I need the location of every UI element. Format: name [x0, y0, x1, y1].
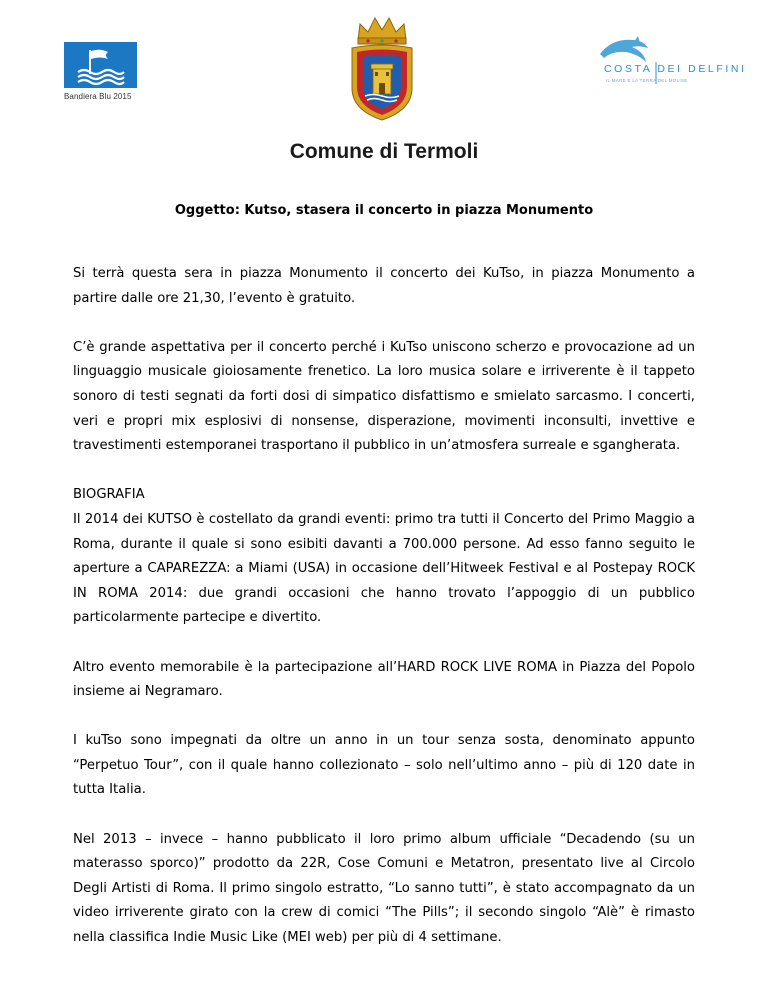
paragraph-tour: I kuTso sono impegnati da oltre un anno in un tour senza sosta, denominato appunto “Perpetuo Tour”, con il quale hanno collezionato – solo nell’ultimo anno – più di 120 date in tutta Italia. [73, 733, 695, 798]
costa-dei-delfini-logo [582, 36, 747, 96]
document-body [73, 262, 695, 951]
blue-flag-caption: Bandiera Blu 2015 [64, 92, 132, 101]
blue-flag-icon [64, 42, 137, 88]
paragraph-expectation: C’è grande aspettativa per il concerto perché i KuTso uniscono scherzo e provocazione ad un linguaggio musicale gioiosamente frenetico. La loro musica solare e irriverente è il tappeto sonoro di testi segnati da forti dosi di simpatico disfattismo e smielato sarcasmo. I concerti, veri e propri mix esplosivi di nonsense, disperazione, movimenti inconsulti, invettive e travestimenti estemporanei trasportano il pubblico in un’atmosfera surreale e sgangherata. [73, 339, 695, 454]
coast-logo-title: COSTA DEI DELFINI [604, 63, 747, 75]
subject-line: Oggetto: Kutso, stasera il concerto in piazza Monumento [174, 203, 594, 218]
blue-flag-logo [64, 42, 138, 101]
paragraph-hard-rock-live: Altro evento memorabile è la partecipazione all’HARD ROCK LIVE ROMA in Piazza del Popolo insieme ai Negramaro. [73, 659, 695, 700]
biography-heading: BIOGRAFIA [73, 487, 145, 503]
paragraph-event: Si terrà questa sera in piazza Monumento il concerto dei KuTso, in piazza Monumento a partire dalle ore 21,30, l’evento è gratuito. [73, 266, 695, 306]
termoli-crest-icon [346, 10, 418, 123]
paragraph-album: Nel 2013 – invece – hanno pubblicato il loro primo album ufficiale “Decadendo (su un materasso sporco)” prodotto da 22R, Cose Comuni e Metatron, presentato live al Circolo Degli Artisti di Roma. Il primo singolo estratto, “Lo sanno tutti”, è stato accompagnato da un video irriverente girato con la crew di comici “The Pills”; il secondo singolo “Alè” è rimasto nella classifica Indie Music Like (MEI web) per più di 4 settimane. [73, 831, 695, 946]
organization-title: Comune di Termoli [289, 140, 479, 163]
coast-logo-subtitle: IL MARE E LA TERRA DEL MOLISE [606, 78, 688, 83]
paragraph-biography: Il 2014 dei KUTSO è costellato da grandi eventi: primo tra tutti il Concerto del Primo Maggio a Roma, durante il quale si sono esibiti davanti a 700.000 persone. Ad esso fanno seguito le aperture a CAPAREZZA: a Miami (USA) in occasione dell’Hitweek Festival e al Postepay ROCK IN ROMA 2014: due grandi occasioni che hanno trovato l’appoggio di un pubblico particolarmente partecipe e divertito. [73, 511, 695, 626]
